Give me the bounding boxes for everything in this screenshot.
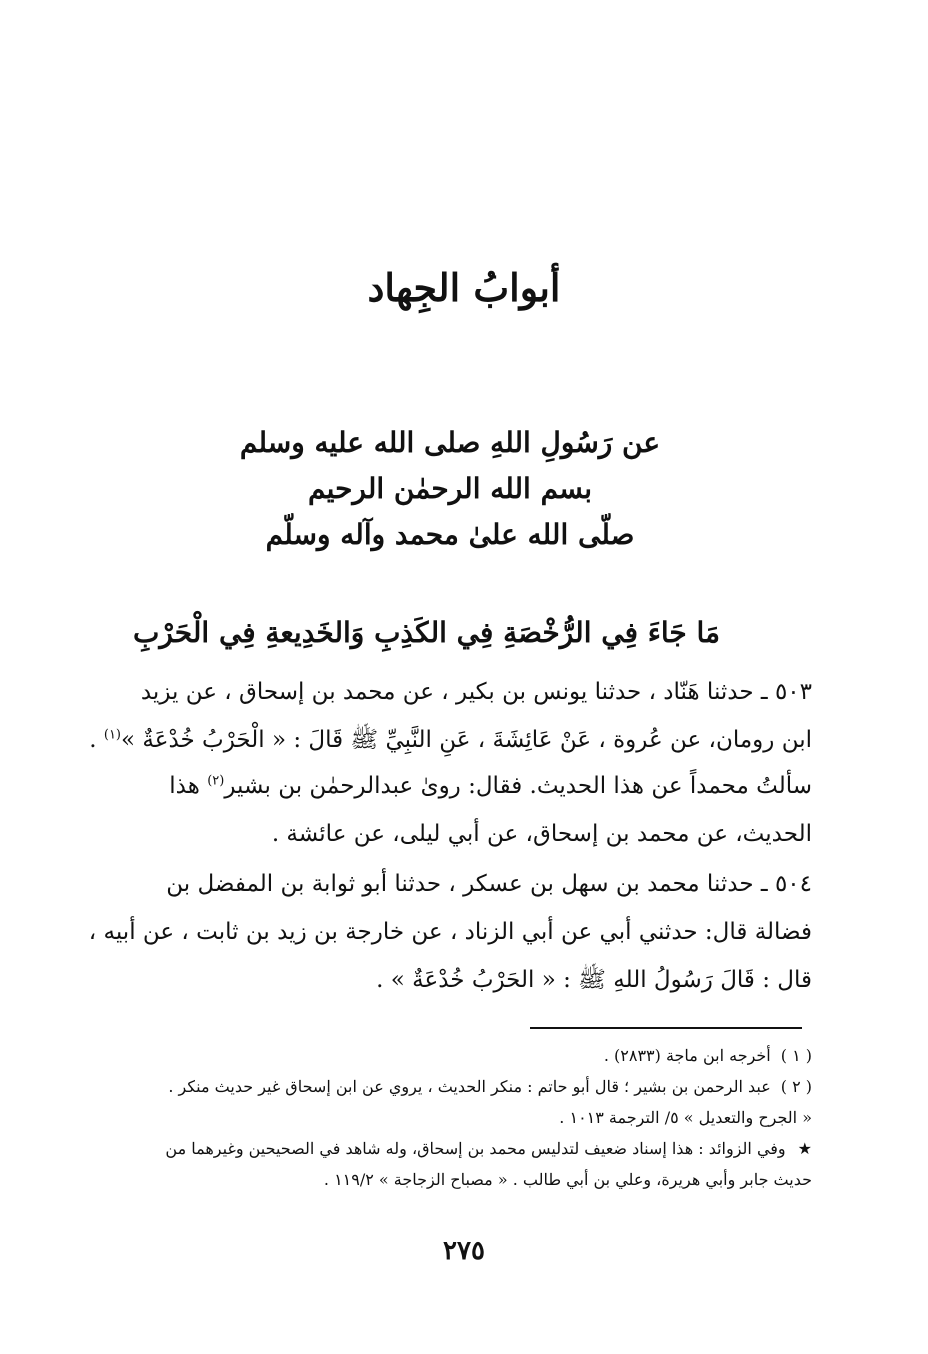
page-number: ٢٧٥ bbox=[443, 1236, 485, 1266]
hadith-503-line-1: ٥٠٣ ـ حدثنا هَنّاد ، حدثنا يونس بن بكير ، عن محمد بن إسحاق ، عن يزيد bbox=[140, 679, 812, 705]
chapter-title: أبوابُ الجِهاد bbox=[367, 265, 561, 310]
footnote-2 bbox=[100, 1071, 812, 1102]
footnote-2-continued: « الجرح والتعديل » ٥/ الترجمة ١٠١٣ . bbox=[559, 1108, 812, 1127]
footnote-1-text: أخرجه ابن ماجة (٢٨٣٣) . bbox=[603, 1046, 771, 1065]
question-line-1-end: هذا bbox=[169, 773, 208, 799]
footnote-2-line-1: عبد الرحمن بن بشير ؛ قال أبو حاتم : منكر الحديث ، يروي عن ابن إسحاق غير حديث منكر . bbox=[168, 1077, 771, 1096]
header-line-2: بسم الله الرحمٰن الرحيم bbox=[308, 472, 592, 505]
star-icon: ★ bbox=[797, 1139, 812, 1158]
author-question-paragraph bbox=[100, 762, 812, 858]
footnotes-block bbox=[100, 1040, 812, 1195]
footnote-2-label: ( ٢ ) bbox=[780, 1077, 812, 1096]
footnote-1 bbox=[100, 1040, 812, 1071]
question-line-1-start: سألتُ محمداً عن هذا الحديث. فقال: روىٰ عبدالرحمٰن بن بشير bbox=[224, 773, 812, 799]
hadith-503-line-2 bbox=[89, 716, 812, 764]
footnote-ref-1: (١) bbox=[103, 727, 121, 743]
footnote-ref-2: (٢) bbox=[207, 773, 225, 789]
header-line-1: عن رَسُولِ اللهِ صلى الله عليه وسلم bbox=[239, 426, 661, 459]
section-heading: مَا جَاءَ فِي الرُّخْصَةِ فِي الكَذِبِ وَالخَدِيعةِ فِي الْحَرْبِ bbox=[133, 616, 720, 649]
zawaid-note-line-1: وفي الزوائد : هذا إسناد ضعيف لتدليس محمد بن إسحاق، وله شاهد في الصحيحين وغيرهما من bbox=[165, 1139, 786, 1158]
footnote-1-label: ( ١ ) bbox=[780, 1046, 812, 1065]
question-line-1 bbox=[100, 762, 812, 810]
hadith-504-line-3: قال : قَالَ رَسُولُ اللهِ ﷺ : « الحَرْبُ خُدْعَةٌ » . bbox=[376, 967, 812, 993]
question-line-2: الحديث، عن محمد بن إسحاق، عن أبي ليلى، عن عائشة . bbox=[271, 821, 812, 847]
hadith-504-line-2: فضالة قال: حدثني أبي عن أبي الزناد ، عن خارجة بن زيد بن ثابت ، عن أبيه ، bbox=[88, 919, 812, 945]
hadith-503-line-2-text: ابن رومان، عن عُروة ، عَنْ عَائِشَةَ ، عَنِ النَّبِيِّ ﷺ قَالَ : « الْحَرْبُ خُدْعَةٌ » bbox=[121, 727, 812, 753]
chapter-header-block bbox=[0, 420, 900, 558]
footnote-separator bbox=[530, 1027, 802, 1029]
zawaid-note bbox=[100, 1133, 812, 1164]
zawaid-note-continued: حديث جابر وأبي هريرة، وعلي بن أبي طالب . « مصباح الزجاجة » ١١٩/٢ . bbox=[323, 1170, 812, 1189]
header-line-3: صلّى الله علىٰ محمد وآله وسلّم bbox=[265, 518, 635, 551]
hadith-503-line-2-end: . bbox=[89, 727, 104, 753]
hadith-504-line-1: ٥٠٤ ـ حدثنا محمد بن سهل بن عسكر ، حدثنا أبو ثوابة بن المفضل بن bbox=[166, 871, 812, 897]
hadith-504-paragraph bbox=[88, 860, 812, 1004]
hadith-503-paragraph bbox=[89, 668, 812, 764]
